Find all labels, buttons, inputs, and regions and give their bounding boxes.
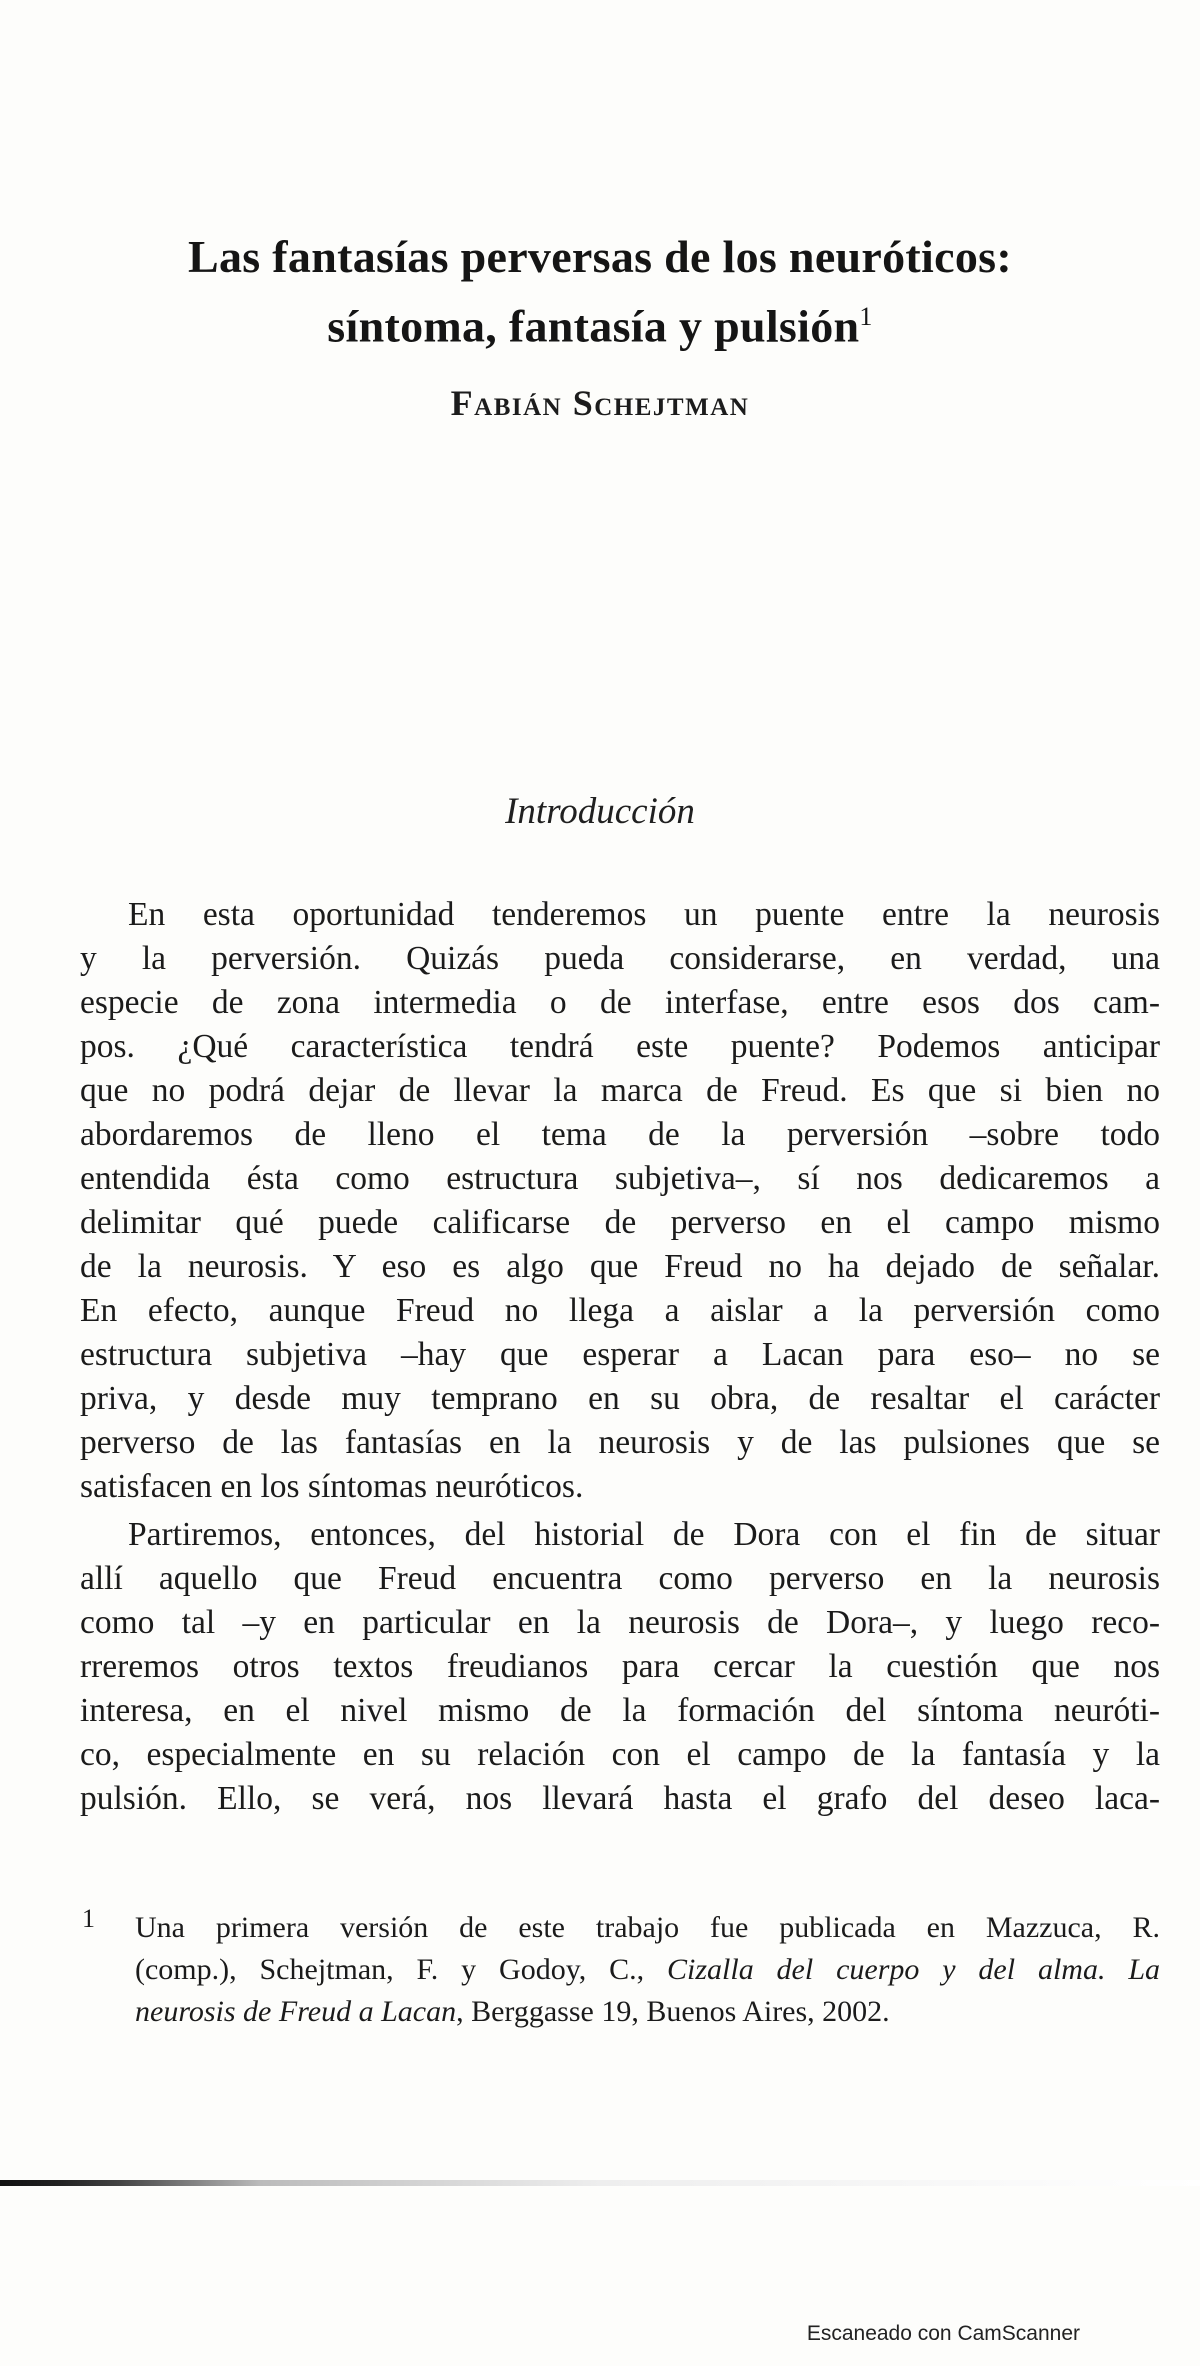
body-line: allí aquello que Freud encuentra como perverso en la neurosis (80, 1560, 1160, 1597)
body-line: especie de zona intermedia o de interfase, entre esos dos cam- (80, 984, 1160, 1021)
body-line: pulsión. Ello, se verá, nos llevará hasta el grafo del deseo laca- (80, 1780, 1160, 1817)
footnote-book-title: Cizalla del cuerpo y del alma. La (667, 1953, 1161, 1986)
body-line: de la neurosis. Y eso es algo que Freud no ha dejado de señalar. (80, 1248, 1160, 1285)
title-footnote-mark[interactable]: 1 (859, 302, 873, 331)
author-name: Fabián Schejtman (450, 383, 750, 423)
footnote-line (135, 1992, 1160, 2032)
body-line: pos. ¿Qué característica tendrá este puente? Podemos anticipar (80, 1028, 1160, 1065)
chapter-title-line-1: Las fantasías perversas de los neuróticos: (188, 231, 1012, 282)
footnote-text: (comp.), Schejtman, F. y Godoy, C., (135, 1953, 667, 1986)
body-line: entendida ésta como estructura subjetiva–, sí nos dedicaremos a (80, 1160, 1160, 1197)
body-line: priva, y desde muy temprano en su obra, de resaltar el carácter (80, 1380, 1160, 1417)
body-line: que no podrá dejar de llevar la marca de Freud. Es que si bien no (80, 1072, 1160, 1109)
body-line: perverso de las fantasías en la neurosis y de las pulsiones que se (80, 1424, 1160, 1461)
footnote-line (135, 1950, 1160, 1990)
body-line: co, especialmente en su relación con el campo de la fantasía y la (80, 1736, 1160, 1773)
body-line: abordaremos de lleno el tema de la perversión –sobre todo (80, 1116, 1160, 1153)
body-line: En efecto, aunque Freud no llega a aislar a la perversión como (80, 1292, 1160, 1329)
body-line: estructura subjetiva –hay que esperar a Lacan para eso– no se (80, 1336, 1160, 1373)
body-line: como tal –y en particular en la neurosis de Dora–, y luego reco- (80, 1604, 1160, 1641)
body-line: rreremos otros textos freudianos para cercar la cuestión que nos (80, 1648, 1160, 1685)
footnote-book-title: neurosis de Freud a Lacan (135, 1995, 457, 2028)
body-line: delimitar qué puede calificarse de perverso en el campo mismo (80, 1204, 1160, 1241)
body-line: satisfacen en los síntomas neuróticos. (80, 1468, 584, 1505)
scan-edge-shadow (0, 2180, 1200, 2186)
chapter-title-line-2 (60, 288, 1140, 355)
body-line: interesa, en el nivel mismo de la formación del síntoma neuróti- (80, 1692, 1160, 1729)
body-line: En esta oportunidad tenderemos un puente entre la neurosis (128, 896, 1160, 933)
body-line: Partiremos, entonces, del historial de Dora con el fin de situar (128, 1516, 1160, 1553)
footnote-number: 1 (82, 1904, 95, 1933)
body-line: y la perversión. Quizás pueda considerarse, en verdad, una (80, 940, 1160, 977)
footnote-text: , Berggasse 19, Buenos Aires, 2002. (456, 1995, 890, 2028)
chapter-title-text: síntoma, fantasía y pulsión (327, 300, 860, 352)
camscanner-watermark: Escaneado con CamScanner (806, 2322, 1080, 2345)
section-heading: Introducción (505, 791, 695, 832)
footnote-line: Una primera versión de este trabajo fue publicada en Mazzuca, R. (135, 1911, 1160, 1944)
